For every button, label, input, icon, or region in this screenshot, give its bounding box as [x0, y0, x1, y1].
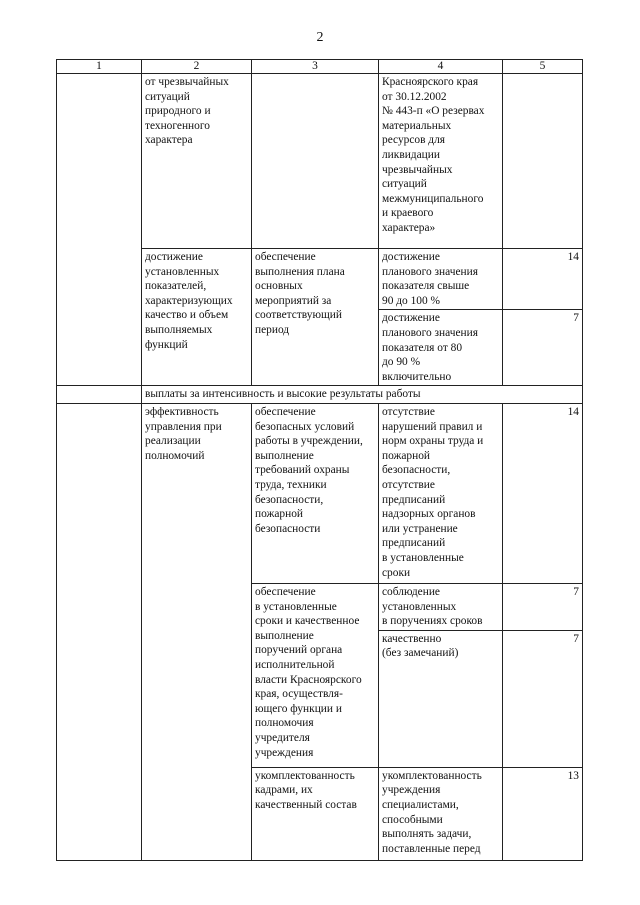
indicator-cell [252, 74, 379, 249]
header-col-5: 5 [503, 60, 583, 74]
condition-cell: достижение установленных показателей, характеризующих качество и объем выполняемых функций [142, 249, 252, 386]
header-col-4: 4 [379, 60, 503, 74]
indicator-cell: укомплектованность кадрами, их качественный состав [252, 767, 379, 860]
criterion-cell: Красноярского края от 30.12.2002 № 443-п «О резервах материальных ресурсов для ликвидации чрезвычайных ситуаций межмуниципального и краевого характера» [379, 74, 503, 249]
header-col-1: 1 [57, 60, 142, 74]
condition-cell: от чрезвычайных ситуаций природного и техногенного характера [142, 74, 252, 249]
score-cell [503, 74, 583, 249]
col1-cell [57, 403, 142, 860]
criterion-cell: достижение планового значения показателя от 80 до 90 % включительно [379, 310, 503, 386]
criteria-table [56, 59, 583, 861]
score-cell: 13 [503, 767, 583, 860]
header-col-2: 2 [142, 60, 252, 74]
col1-cell [57, 386, 142, 404]
col1-cell [57, 74, 142, 386]
header-col-3: 3 [252, 60, 379, 74]
score-cell: 7 [503, 630, 583, 767]
criterion-cell: достижение планового значения показателя свыше 90 до 100 % [379, 249, 503, 310]
score-cell: 7 [503, 310, 583, 386]
condition-cell: эффективность управления при реализации полномочий [142, 403, 252, 860]
indicator-cell: обеспечение в установленные сроки и качественное выполнение поручений органа исполнительной власти Красноярского края, осуществля- ющего функции и полномочия учредителя учреждения [252, 583, 379, 767]
table-row [57, 74, 583, 249]
score-cell: 7 [503, 583, 583, 630]
header-row [57, 60, 583, 74]
indicator-cell: обеспечение выполнения плана основных мероприятий за соответствующий период [252, 249, 379, 386]
score-cell: 14 [503, 249, 583, 310]
criterion-cell: отсутствие нарушений правил и норм охраны труда и пожарной безопасности, отсутствие предписаний надзорных органов или устранение предписаний в установленные сроки [379, 403, 503, 583]
indicator-cell: обеспечение безопасных условий работы в учреждении, выполнение требований охраны труда, техники безопасности, пожарной безопасности [252, 403, 379, 583]
criterion-cell: соблюдение установленных в поручениях сроков [379, 583, 503, 630]
section-header: выплаты за интенсивность и высокие результаты работы [142, 386, 583, 404]
table-row [57, 403, 583, 583]
criterion-cell: качественно (без замечаний) [379, 630, 503, 767]
score-cell: 14 [503, 403, 583, 583]
section-header-row [57, 386, 583, 404]
page-number: 2 [316, 30, 324, 45]
criterion-cell: укомплектованность учреждения специалистами, способными выполнять задачи, поставленные перед [379, 767, 503, 860]
